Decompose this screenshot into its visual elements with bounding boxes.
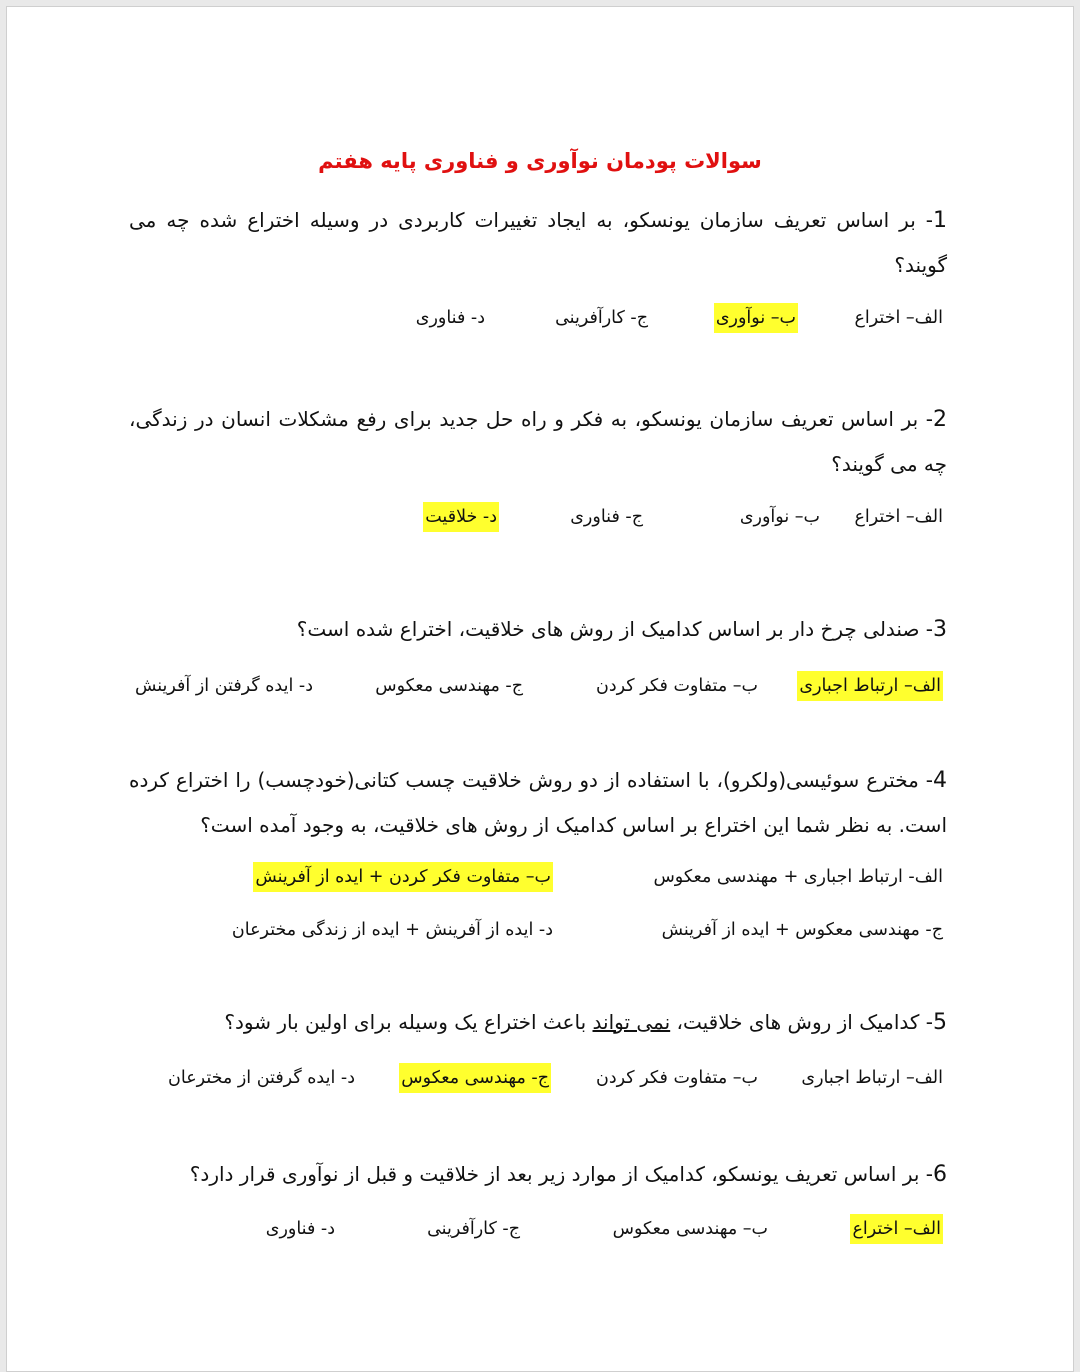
page-title: سوالات پودمان نوآوری و فناوری پایه هفتم — [318, 149, 762, 173]
question-text-before: - کدامیک از روش های خلاقیت، — [670, 1010, 933, 1034]
question-text-underlined: نمی تواند — [592, 1010, 671, 1034]
question-5 — [129, 1000, 947, 1045]
question-number: 1 — [933, 208, 947, 233]
option-d: د- ایده گرفتن از مخترعان — [168, 1068, 355, 1088]
question-2 — [129, 397, 947, 487]
option-a-answer: الف– اختراع — [850, 1214, 943, 1244]
option-b: ب– نوآوری — [739, 507, 820, 527]
option-b-answer: ب– متفاوت فکر کردن + ایده از آفرینش — [253, 862, 553, 892]
option-a: الف– اختراع — [854, 308, 943, 328]
option-c: ج- مهندسی معکوس + ایده از آفرینش — [661, 920, 943, 940]
question-6 — [129, 1152, 947, 1197]
option-c: ج- مهندسی معکوس — [375, 676, 523, 696]
option-c: ج- فناوری — [570, 507, 643, 527]
option-c-answer: ج- مهندسی معکوس — [399, 1063, 551, 1093]
option-a: الف– ارتباط اجباری — [801, 1068, 943, 1088]
page-content — [7, 7, 1073, 1371]
question-text: - بر اساس تعریف سازمان یونسکو، به ایجاد تغییرات کاربردی در وسیله اختراع شده چه می گویند؟ — [129, 208, 947, 277]
question-text: - بر اساس تعریف یونسکو، کدامیک از موارد زیر بعد از خلاقیت و قبل از نوآوری قرار دارد؟ — [189, 1162, 933, 1186]
question-number: 4 — [933, 768, 947, 793]
option-d: د- ایده از آفرینش + ایده از زندگی مخترعان — [231, 920, 553, 940]
option-a: الف- ارتباط اجباری + مهندسی معکوس — [653, 867, 943, 887]
question-number: 5 — [933, 1010, 947, 1035]
option-d: د- فناوری — [415, 308, 485, 328]
option-d-answer: د- خلاقیت — [423, 502, 499, 532]
question-number: 2 — [933, 407, 947, 432]
question-text: - مخترع سوئیسی(ولکرو)، با استفاده از دو روش خلاقیت چسب کتانی(خودچسب) را اختراع کرده است. به نظر شما این اختراع بر اساس کدامیک از روش های خلاقیت، به وجود آمده است؟ — [129, 768, 947, 837]
question-number: 3 — [933, 617, 947, 642]
option-b-answer: ب– نوآوری — [714, 303, 798, 333]
option-a-answer: الف– ارتباط اجباری — [797, 671, 943, 701]
option-c: ج- کارآفرینی — [555, 308, 648, 328]
option-a: الف– اختراع — [854, 507, 943, 527]
option-d: د- ایده گرفتن از آفرینش — [134, 676, 313, 696]
option-b: ب– مهندسی معکوس — [612, 1219, 768, 1239]
option-b: ب– متفاوت فکر کردن — [596, 1068, 758, 1088]
option-c: ج- کارآفرینی — [427, 1219, 520, 1239]
question-3 — [129, 607, 947, 652]
question-number: 6 — [933, 1162, 947, 1187]
question-4 — [129, 758, 947, 848]
option-d: د- فناوری — [265, 1219, 335, 1239]
question-text-after: باعث اختراع یک وسیله برای اولین بار شود؟ — [224, 1010, 593, 1034]
question-1 — [129, 198, 947, 288]
question-text: - بر اساس تعریف سازمان یونسکو، به فکر و راه حل جدید برای رفع مشکلات انسان در زندگی، چه می گویند؟ — [129, 407, 947, 476]
option-b: ب– متفاوت فکر کردن — [596, 676, 758, 696]
document-page — [6, 6, 1074, 1372]
question-text: - صندلی چرخ دار بر اساس کدامیک از روش های خلاقیت، اختراع شده است؟ — [296, 617, 933, 641]
